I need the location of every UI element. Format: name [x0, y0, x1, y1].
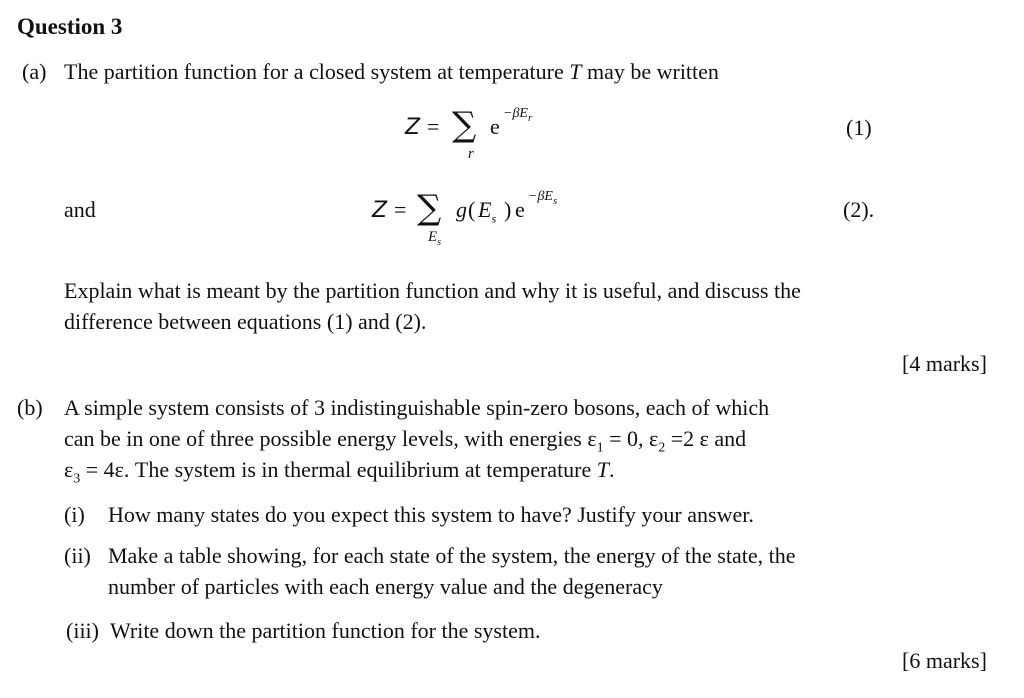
eq2-sum-index-sub: s — [437, 237, 442, 248]
part-b-line3 — [64, 455, 615, 494]
eq1-lhs: Z — [405, 115, 421, 140]
part-a-intro-before: The partition function for a closed system at temperature — [64, 59, 564, 84]
part-b-line3-end: . — [609, 457, 615, 482]
eq2-arg — [478, 195, 496, 233]
sub-ii-label: (ii) — [64, 543, 91, 568]
part-a-intro-var: T — [569, 59, 582, 84]
part-b-line2-mid1: = 0, ε — [603, 426, 659, 451]
eq2-paren-close: ) — [504, 197, 512, 222]
eq2-sum-index-text: E — [428, 229, 438, 245]
epsilon-2-sub: 2 — [658, 440, 666, 456]
eq2-exp-power — [528, 189, 557, 207]
sub-iii-text: Write down the partition function for the system. — [110, 618, 541, 643]
eq1-equals: = — [427, 114, 440, 139]
part-b-line2-mid2: =2 ε and — [665, 426, 747, 451]
part-a-intro — [64, 57, 719, 87]
part-b-line3-pre: ε — [64, 457, 74, 482]
eq1-exp-power-sub: r — [527, 111, 533, 124]
epsilon-1-sub: 1 — [596, 440, 604, 456]
eq2-lhs: Z — [372, 198, 388, 223]
eq2-number: (2). — [843, 197, 875, 222]
eq1-exp-base: e — [490, 114, 500, 139]
eq2-sum-symbol: ∑ — [417, 188, 442, 228]
eq2-arg-sub: s — [491, 211, 497, 226]
eq2-exp-base: e — [515, 197, 525, 222]
part-b-line3-var: T — [596, 457, 610, 482]
part-a-marks: [4 marks] — [902, 351, 987, 376]
connector-and: and — [64, 197, 96, 222]
part-a-label: (a) — [22, 59, 47, 84]
sub-i-text: How many states do you expect this system to have? Justify your answer. — [108, 502, 754, 527]
eq1-sum-symbol: ∑ — [452, 105, 477, 145]
sub-i-label: (i) — [64, 502, 85, 527]
eq2-sum-index — [428, 229, 441, 248]
eq2-equals: = — [394, 197, 407, 222]
epsilon-3-sub: 3 — [73, 471, 81, 487]
eq2-exp-power-sub: s — [552, 194, 558, 207]
part-a-explain-line1: Explain what is meant by the partition function and why it is useful, and discuss the — [64, 278, 801, 303]
eq2-g: g — [456, 197, 467, 222]
eq2-paren-open: ( — [468, 197, 476, 222]
sub-iii-label: (iii) — [66, 618, 99, 643]
part-a-explain-line2: difference between equations (1) and (2). — [64, 309, 427, 334]
part-a-intro-after: may be written — [586, 59, 719, 84]
question-title: Question 3 — [17, 14, 123, 39]
part-b-label: (b) — [17, 395, 43, 420]
equation-2 — [372, 183, 612, 258]
eq1-exp-power — [503, 106, 532, 124]
equation-1 — [405, 100, 565, 170]
eq2-arg-text: E — [478, 197, 492, 222]
eq1-sum-index: r — [468, 146, 474, 162]
part-b-line3-post: = 4ε. The system is in thermal equilibrium at temperature — [80, 457, 597, 482]
part-b-line1: A simple system consists of 3 indistinguishable spin-zero bosons, each of which — [64, 395, 770, 420]
part-b-line2-pre: can be in one of three possible energy levels, with energies ε — [64, 426, 597, 451]
sub-ii-line1: Make a table showing, for each state of the system, the energy of the state, the — [108, 543, 796, 568]
eq1-number: (1) — [846, 115, 872, 140]
sub-ii-line2: number of particles with each energy value and the degeneracy — [108, 574, 663, 599]
eq2-exp-power-text: −βE — [528, 189, 553, 204]
eq1-exp-power-text: −βE — [503, 106, 528, 121]
part-b-marks: [6 marks] — [902, 648, 987, 673]
